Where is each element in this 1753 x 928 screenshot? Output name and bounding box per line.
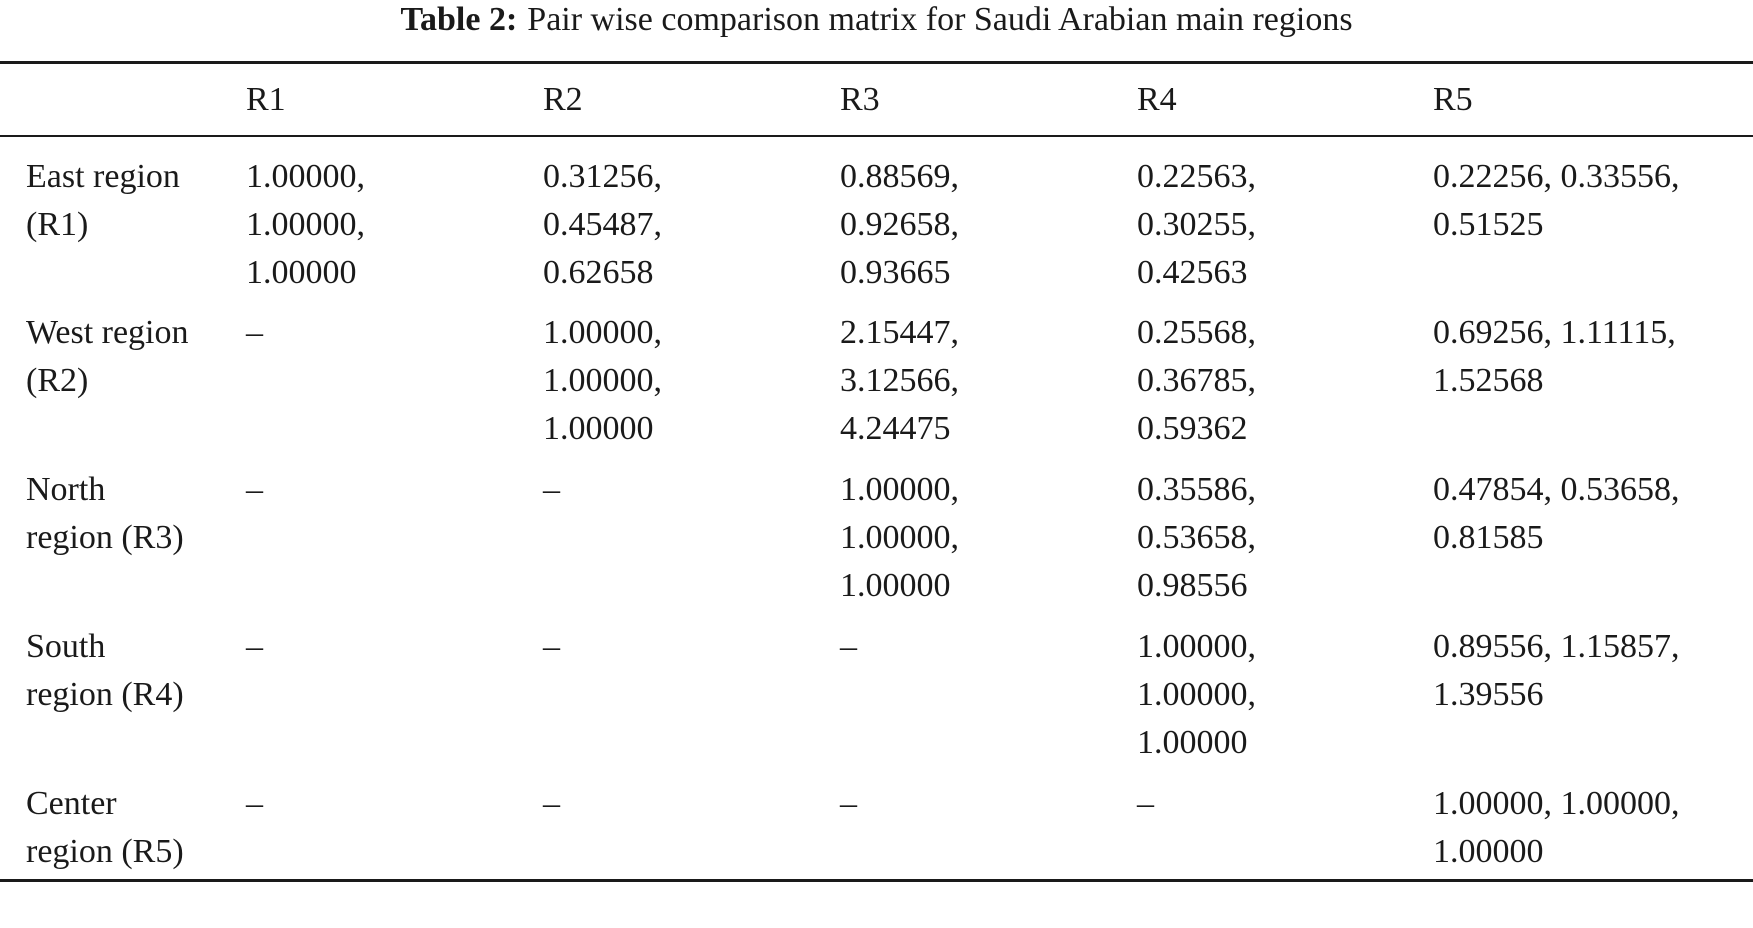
header-cell-r5: R5 (1433, 81, 1473, 118)
table-header (0, 67, 1753, 135)
header-row (0, 67, 1753, 135)
comparison-matrix-table (0, 67, 1753, 928)
table-cell: 0.88569, 0.92658, 0.93665 (840, 158, 959, 291)
table-row (0, 454, 1753, 611)
table-cell: – (840, 628, 857, 665)
header-cell-r1: R1 (246, 81, 286, 118)
table-cell: 0.31256, 0.45487, 0.62658 (543, 158, 662, 291)
header-cell-stub (0, 67, 246, 135)
table-cell: 1.00000, 1.00000, 1.00000 (1433, 785, 1680, 870)
row-label-east-region: East region (R1) (26, 158, 180, 243)
table-cell: – (543, 628, 560, 665)
table-caption-label: Table 2: (400, 1, 518, 38)
table-cell: – (246, 785, 263, 822)
table-cell: 0.89556, 1.15857, 1.39556 (1433, 628, 1680, 713)
table-cell: 1.00000, 1.00000, 1.00000 (1137, 628, 1256, 761)
table-cell: 1.00000, 1.00000, 1.00000 (543, 314, 662, 447)
table-cell: – (246, 314, 263, 351)
table-cell: 0.22563, 0.30255, 0.42563 (1137, 158, 1256, 291)
table-caption-text: Pair wise comparison matrix for Saudi Arabian main regions (527, 1, 1353, 38)
top-rule (0, 61, 1753, 64)
table-body (0, 135, 1753, 928)
row-label-south-region: South region (R4) (26, 628, 184, 713)
table-row (0, 297, 1753, 454)
table-cell: 0.69256, 1.11115, 1.52568 (1433, 314, 1676, 399)
table-cell: 1.00000, 1.00000, 1.00000 (246, 158, 365, 291)
table-cell: – (543, 785, 560, 822)
table-cell: 0.25568, 0.36785, 0.59362 (1137, 314, 1256, 447)
header-cell-r2: R2 (543, 81, 583, 118)
table-row (0, 611, 1753, 768)
table-cell: – (840, 785, 857, 822)
table-cell: – (543, 471, 560, 508)
row-label-north-region: North region (R3) (26, 471, 184, 556)
table-cell: – (246, 471, 263, 508)
table-cell: 0.22256, 0.33556, 0.51525 (1433, 158, 1680, 243)
table-cell: 0.35586, 0.53658, 0.98556 (1137, 471, 1256, 604)
table-caption (0, 0, 1753, 40)
header-cell-r4: R4 (1137, 81, 1177, 118)
header-cell-r3: R3 (840, 81, 880, 118)
table-cell: 0.47854, 0.53658, 0.81585 (1433, 471, 1680, 556)
row-label-center-region: Center region (R5) (26, 785, 184, 870)
table-cell: – (246, 628, 263, 665)
table-row (0, 135, 1753, 297)
table-row (0, 768, 1753, 928)
row-label-west-region: West region (R2) (26, 314, 189, 399)
table-cell: 2.15447, 3.12566, 4.24475 (840, 314, 959, 447)
table-cell: 1.00000, 1.00000, 1.00000 (840, 471, 959, 604)
table-cell: – (1137, 785, 1154, 822)
